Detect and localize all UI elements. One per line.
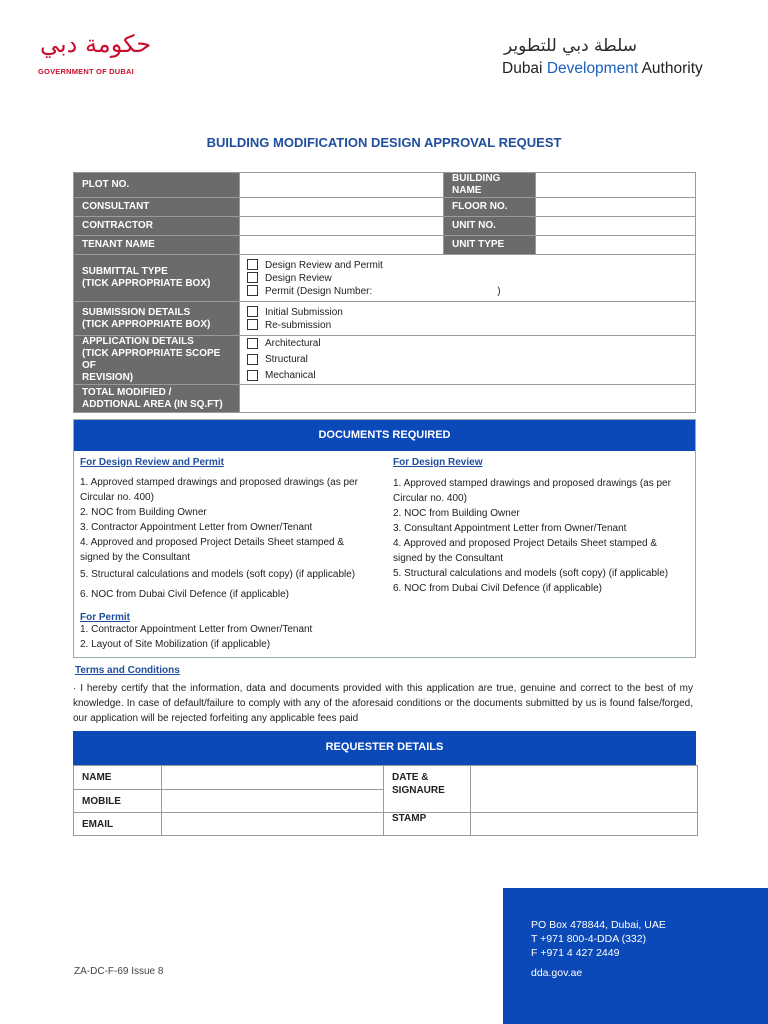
form-title: BUILDING MODIFICATION DESIGN APPROVAL REQUEST [206, 135, 562, 150]
design-review-list [393, 476, 683, 596]
mechanical-label: Mechanical [265, 370, 316, 381]
consultant-label: CONSULTANT [74, 198, 240, 217]
mobile-label: MOBILE [74, 790, 162, 813]
resubmission-checkbox[interactable] [247, 319, 258, 330]
building-name-label: BUILDING NAME [444, 173, 536, 198]
list-item: 4. Approved and proposed Project Details Sheet stamped & signed by the Consultant [393, 538, 658, 564]
plot-no-label: PLOT NO. [74, 173, 240, 198]
list-item: 5. Structural calculations and models (soft copy) (if applicable) [393, 568, 669, 579]
resubmission-label: Re-submission [265, 319, 332, 331]
building-name-field[interactable] [536, 173, 696, 198]
name-label: NAME [74, 766, 162, 790]
permit-heading: For Permit [80, 612, 131, 623]
form-code: ZA-DC-F-69 Issue 8 [74, 966, 164, 977]
telephone: T +971 800-4-DDA (332) [531, 933, 647, 945]
consultant-field[interactable] [240, 198, 444, 217]
design-review-permit-heading: For Design Review and Permit [80, 457, 224, 468]
terms-text: · I hereby certify that the information, data and documents provided with this application are true, genuine and correct to the best of my knowledge. In case of default/failure to comply with any of the aforesaid conditions or the documents submitted by us is found false/forged, our application will be rejected forfeiting any applicable fees paid [73, 683, 693, 724]
application-details-title: APPLICATION DETAILS [82, 336, 194, 347]
contact-box [503, 888, 768, 1024]
total-area-label [74, 385, 240, 413]
list-item: 1. Approved stamped drawings and proposed drawings (as per Circular no. 400) [393, 478, 671, 504]
name-field[interactable] [162, 766, 384, 790]
submission-details-label [74, 302, 240, 336]
plot-no-field[interactable] [240, 173, 444, 198]
tenant-name-label: TENANT NAME [74, 236, 240, 255]
architectural-label: Architectural [265, 338, 321, 349]
floor-no-label: FLOOR NO. [444, 198, 536, 217]
application-details-hint: (TICK APPROPRIATE SCOPE OF [82, 348, 221, 371]
stamp-field[interactable] [471, 813, 698, 836]
submittal-type-title: SUBMITTAL TYPE [82, 266, 168, 277]
design-review-checkbox[interactable] [247, 272, 258, 283]
submission-details-options [240, 302, 696, 336]
application-details-options [240, 336, 696, 385]
email-field[interactable] [162, 813, 384, 836]
unit-no-field[interactable] [536, 217, 696, 236]
unit-type-label: UNIT TYPE [444, 236, 536, 255]
government-of-dubai-arabic-logo: حكومة دبي [40, 30, 152, 58]
requester-details-header: REQUESTER DETAILS [73, 731, 696, 765]
list-item: 1. Approved stamped drawings and proposed drawings (as per Circular no. 400) [80, 477, 358, 503]
application-details-hint-2: REVISION) [82, 372, 134, 383]
submittal-type-hint: (TICK APPROPRIATE BOX) [82, 278, 211, 289]
requester-details-table [73, 765, 698, 836]
design-review-permit-list [80, 475, 370, 602]
submission-details-hint: (TICK APPROPRIATE BOX) [82, 318, 211, 330]
structural-label: Structural [265, 354, 308, 365]
po-box: PO Box 478844, Dubai, UAE [531, 919, 666, 931]
design-review-label: Design Review [265, 272, 332, 284]
dda-name-part-2: Development [546, 60, 639, 77]
list-item: 2. NOC from Building Owner [80, 507, 207, 518]
unit-no-label: UNIT NO. [444, 217, 536, 236]
floor-no-field[interactable] [536, 198, 696, 217]
list-item: 3. Consultant Appointment Letter from Owner/Tenant [393, 523, 627, 534]
list-item: 3. Contractor Appointment Letter from Owner/Tenant [80, 522, 313, 533]
design-review-permit-label: Design Review and Permit [265, 259, 383, 271]
signature-label: SIGNAURE [392, 785, 445, 796]
email-label: EMAIL [74, 813, 162, 836]
stamp-label: STAMP [384, 813, 471, 836]
permit-label: Permit (Design Number: [265, 285, 373, 297]
mobile-field[interactable] [162, 790, 384, 813]
list-item: 2. Layout of Site Mobilization (if applicable) [80, 639, 271, 650]
list-item: 2. NOC from Building Owner [393, 508, 520, 519]
date-label: DATE & [392, 772, 429, 783]
design-review-permit-checkbox[interactable] [247, 259, 258, 270]
fax: F +971 4 427 2449 [531, 947, 620, 959]
total-area-field[interactable] [240, 385, 696, 413]
list-item: 4. Approved and proposed Project Details Sheet stamped & signed by the Consultant [80, 537, 345, 563]
initial-submission-label: Initial Submission [265, 306, 343, 318]
permit-checkbox[interactable] [247, 285, 258, 296]
terms-heading: Terms and Conditions [75, 665, 180, 676]
contractor-field[interactable] [240, 217, 444, 236]
dda-name-part-3: Authority [638, 60, 703, 77]
list-item: 6. NOC from Dubai Civil Defence (if applicable) [393, 583, 602, 594]
application-details-label [74, 336, 240, 385]
dda-arabic-name: سلطة دبي للتطوير [504, 36, 637, 56]
submittal-type-options [240, 255, 696, 302]
list-item: 5. Structural calculations and models (soft copy) (if applicable) [80, 569, 356, 580]
website-link[interactable]: dda.gov.ae [531, 967, 583, 979]
dda-name-part-1: Dubai [502, 60, 547, 77]
unit-type-field[interactable] [536, 236, 696, 255]
tenant-name-field[interactable] [240, 236, 444, 255]
submission-details-title: SUBMISSION DETAILS [82, 306, 191, 318]
total-area-unit: ADDTIONAL AREA (IN SQ.FT) [82, 398, 223, 410]
initial-submission-checkbox[interactable] [247, 306, 258, 317]
contractor-label: CONTRACTOR [74, 217, 240, 236]
architectural-checkbox[interactable] [247, 338, 258, 349]
submittal-type-label [74, 255, 240, 302]
documents-required-header: DOCUMENTS REQUIRED [74, 420, 695, 451]
permit-list [80, 622, 370, 652]
list-item: 6. NOC from Dubai Civil Defence (if applicable) [80, 589, 289, 600]
documents-required-box [73, 419, 696, 658]
date-signature-label [384, 766, 471, 813]
total-area-title: TOTAL MODIFIED / [82, 386, 172, 398]
permit-close-paren: ) [497, 285, 501, 297]
project-details-table [73, 172, 696, 413]
mechanical-checkbox[interactable] [247, 370, 258, 381]
list-item: 1. Contractor Appointment Letter from Owner/Tenant [80, 624, 313, 635]
government-of-dubai-label: GOVERNMENT OF DUBAI [38, 67, 134, 76]
structural-checkbox[interactable] [247, 354, 258, 365]
dda-logo-text [502, 60, 703, 78]
design-review-heading: For Design Review [393, 457, 483, 468]
date-signature-field[interactable] [471, 766, 698, 813]
